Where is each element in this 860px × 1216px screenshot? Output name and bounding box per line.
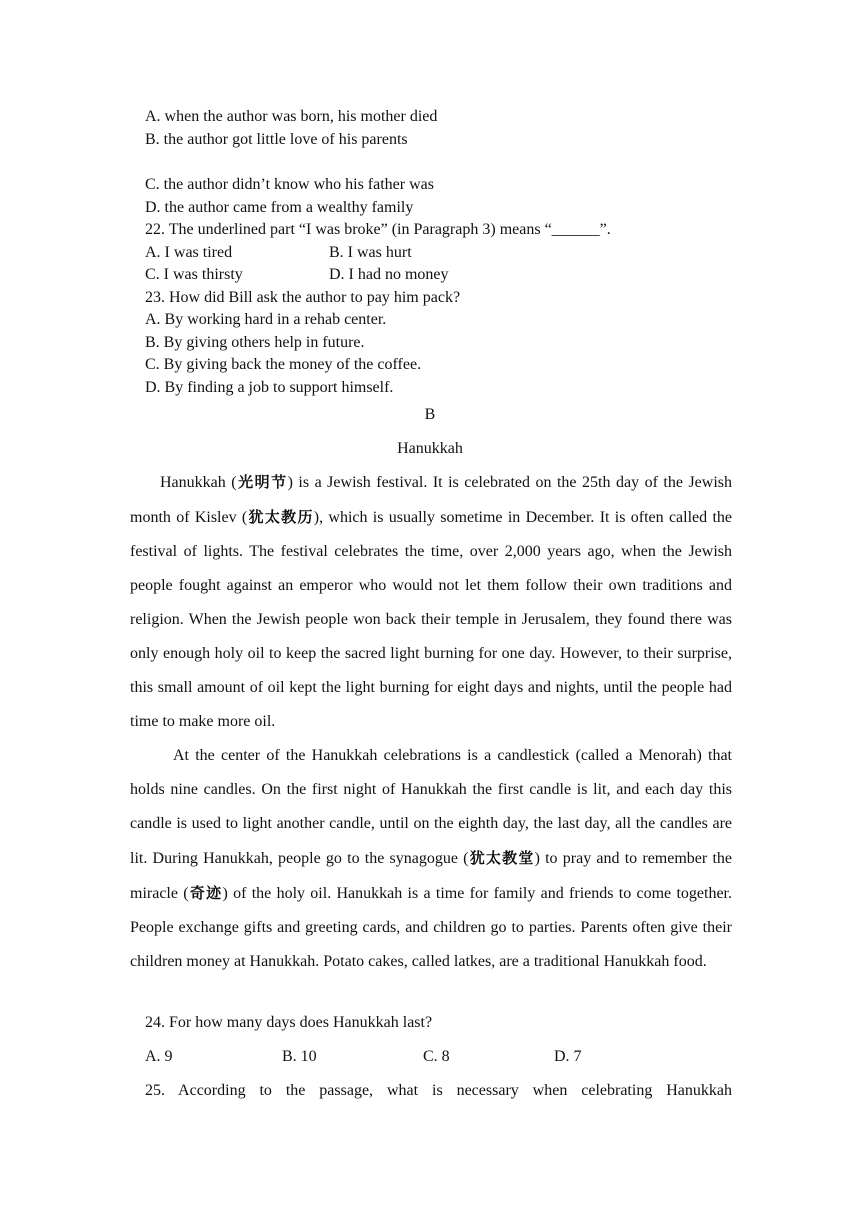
q23-option-d: D. By finding a job to support himself. [145, 379, 394, 396]
q22-option-b: B. I was hurt [329, 244, 412, 261]
q22-option-a: A. I was tired [145, 244, 233, 261]
q22-question: 22. The underlined part “I was broke” (in Paragraph 3) means “______”. [145, 221, 611, 238]
q23-option-b: B. By giving others help in future. [145, 334, 365, 351]
chinese-gloss-hanukkah: 光明节 [236, 473, 288, 491]
paragraph-2-text-c: ) of the holy oil. Hanukkah is a time for family and friends to come together. People exchange gifts and greeting cards, and children go to parties. Parents often give their children money at Hanukkah. Potato cakes, called latkes, are a traditional Hanukkah food. [130, 885, 732, 970]
q24-option-d: D. 7 [554, 1048, 582, 1065]
paragraph-1-text-a: Hanukkah ( [160, 474, 237, 491]
q21-option-b: B. the author got little love of his parents [145, 131, 408, 148]
passage-body [130, 465, 732, 979]
q21-option-a: A. when the author was born, his mother died [145, 108, 438, 125]
chinese-gloss-miracle: 奇迹 [188, 884, 223, 902]
q23-option-c: C. By giving back the money of the coffee. [145, 356, 422, 373]
paragraph-1-text-b: ) is a Jewish festival. It is celebrated on the 25th day of the Jewish month of Kislev ( [130, 474, 732, 526]
q25-question: 25. According to the passage, what is necessary when celebrating Hanukkah [145, 1082, 732, 1099]
q23-question: 23. How did Bill ask the author to pay him pack? [145, 289, 461, 306]
q23-option-a: A. By working hard in a rehab center. [145, 311, 387, 328]
q22-option-c: C. I was thirsty [145, 266, 243, 283]
q21-option-d: D. the author came from a wealthy family [145, 199, 414, 216]
paragraph-2 [130, 739, 732, 979]
q21-option-c: C. the author didn’t know who his father was [145, 176, 434, 193]
q22-options-row1 [145, 243, 745, 263]
q24-option-a: A. 9 [145, 1048, 173, 1065]
paragraph-1 [130, 465, 732, 739]
section-letter: B [424, 406, 436, 423]
chinese-gloss-synagogue: 犹太教堂 [468, 849, 535, 867]
paragraph-2-text-b: ) to pray and to remember the miracle ( [130, 850, 732, 902]
q24-option-b: B. 10 [282, 1048, 317, 1065]
paragraph-1-text-c: ), which is usually sometime in December. It is often called the festival of lights. The festival celebrates the time, over 2,000 years ago, when the Jewish people fought against an emperor who would not let them follow their own traditions and religion. When the Jewish people won back their temple in Jerusalem, they found there was only enough holy oil to keep the sacred light burning for one day. However, to their surprise, this small amount of oil kept the light burning for eight days and nights, until the people had time to make more oil. [130, 509, 732, 730]
q24-options [145, 1047, 745, 1067]
passage-title: Hanukkah [397, 440, 463, 457]
q22-option-d: D. I had no money [329, 266, 449, 283]
q22-options-row2 [145, 265, 745, 285]
paragraph-2-text-a: At the center of the Hanukkah celebrations is a candlestick (called a Menorah) that holds nine candles. On the first night of Hanukkah the first candle is lit, and each day this candle is used to light another candle, until on the eighth day, the last day, all the candles are lit. During Hanukkah, people go to the synagogue ( [130, 747, 732, 867]
q24-option-c: C. 8 [423, 1048, 450, 1065]
chinese-gloss-kislev: 犹太教历 [247, 508, 314, 526]
q24-question: 24. For how many days does Hanukkah last? [145, 1014, 433, 1031]
